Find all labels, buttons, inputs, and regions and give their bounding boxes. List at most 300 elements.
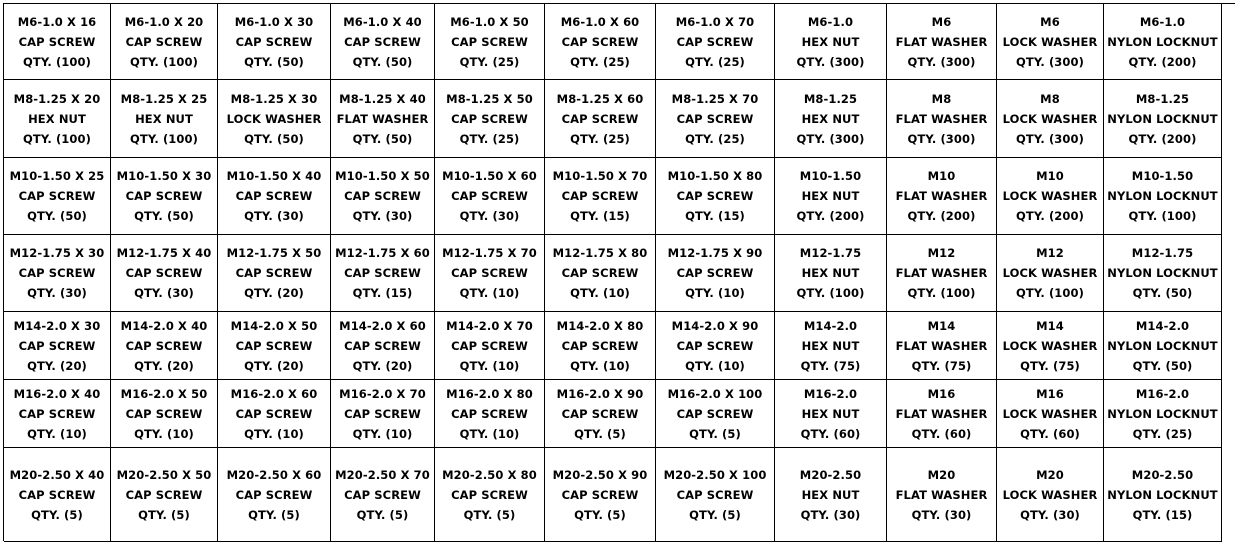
fastener-quantity: QTY. (25): [685, 54, 745, 69]
fastener-quantity: QTY. (50): [352, 131, 413, 146]
fastener-size: M6-1.0 X 70: [675, 14, 755, 29]
fastener-type: CAP SCREW: [235, 338, 313, 353]
fastener-quantity: QTY. (75): [1020, 358, 1080, 373]
fastener-quantity: QTY. (30): [459, 209, 520, 223]
fastener-type: CAP SCREW: [451, 189, 528, 203]
fastener-quantity: QTY. (200): [1016, 209, 1084, 223]
fastener-type: HEX NUT: [801, 266, 860, 280]
fastener-size: M8-1.25 X 60: [556, 91, 644, 106]
fastener-label-cell: [4, 4, 111, 80]
fastener-label-cell: [435, 380, 545, 448]
fastener-size: M12-1.75 X 40: [116, 246, 212, 260]
fastener-quantity: QTY. (75): [800, 358, 861, 373]
fastener-label-cell: [887, 448, 997, 542]
fastener-size: M8-1.25 X 20: [13, 91, 101, 106]
fastener-type: CAP SCREW: [344, 338, 421, 353]
fastener-size: M8: [1040, 91, 1060, 106]
fastener-label-cell: [545, 4, 656, 80]
fastener-quantity: QTY. (60): [800, 426, 861, 441]
fastener-type: CAP SCREW: [125, 266, 203, 280]
fastener-quantity: QTY. (100): [23, 131, 91, 146]
fastener-quantity: QTY. (5): [689, 426, 741, 441]
fastener-type: HEX NUT: [801, 338, 860, 353]
fastener-quantity: QTY. (300): [796, 131, 865, 146]
fastener-quantity: QTY. (5): [248, 507, 300, 522]
fastener-size: M8-1.25 X 30: [230, 91, 318, 106]
fastener-size: M16-2.0 X 70: [339, 386, 426, 401]
fastener-label-cell: [656, 80, 775, 158]
fastener-size: M10-1.50 X 40: [226, 169, 322, 183]
fastener-size: M8-1.25 X 25: [120, 91, 208, 106]
fastener-label-cell: [775, 80, 887, 158]
fastener-quantity: QTY. (5): [138, 507, 190, 522]
fastener-size: M10-1.50 X 60: [442, 169, 537, 183]
fastener-quantity: QTY. (20): [134, 358, 194, 373]
fastener-type: CAP SCREW: [451, 111, 528, 126]
fastener-type: NYLON LOCKNUT: [1107, 338, 1218, 353]
fastener-quantity: QTY. (30): [352, 209, 413, 223]
fastener-size: M20-2.50 X 100: [663, 467, 767, 482]
fastener-size: M14-2.0 X 30: [13, 318, 101, 333]
fastener-type: CAP SCREW: [125, 487, 203, 502]
fastener-quantity: QTY. (5): [31, 507, 83, 522]
fastener-type: CAP SCREW: [235, 487, 313, 502]
fastener-label-cell: [4, 158, 111, 235]
fastener-size: M8-1.25 X 50: [446, 91, 533, 106]
fastener-quantity: QTY. (50): [27, 209, 87, 223]
fastener-label-cell: [218, 235, 331, 312]
fastener-label-cell: [1104, 235, 1222, 312]
fastener-type: CAP SCREW: [451, 487, 528, 502]
fastener-label-cell: [111, 235, 218, 312]
fastener-label-cell: [331, 158, 435, 235]
fastener-quantity: QTY. (75): [911, 358, 972, 373]
fastener-quantity: QTY. (10): [459, 426, 520, 441]
fastener-size: M20-2.50: [799, 467, 862, 482]
fastener-label-cell: [887, 80, 997, 158]
fastener-quantity: QTY. (50): [244, 131, 304, 146]
fastener-label-cell: [4, 380, 111, 448]
fastener-size: M6-1.0: [807, 14, 854, 29]
fastener-type: CAP SCREW: [235, 189, 313, 203]
fastener-label-cell: [435, 4, 545, 80]
fastener-type: CAP SCREW: [561, 406, 639, 421]
fastener-size: M10-1.50 X 80: [667, 169, 763, 183]
fastener-size: M14: [1036, 318, 1064, 333]
fastener-quantity: QTY. (100): [130, 54, 198, 69]
fastener-type: CAP SCREW: [561, 111, 639, 126]
fastener-type: CAP SCREW: [676, 111, 754, 126]
fastener-type: LOCK WASHER: [1002, 189, 1098, 203]
fastener-label-cell: [218, 4, 331, 80]
fastener-type: HEX NUT: [801, 406, 860, 421]
fastener-type: NYLON LOCKNUT: [1107, 111, 1218, 126]
fastener-type: CAP SCREW: [125, 338, 203, 353]
fastener-quantity: QTY. (10): [685, 286, 745, 300]
fastener-quantity: QTY. (5): [463, 507, 516, 522]
fastener-type: CAP SCREW: [561, 487, 639, 502]
fastener-label-cell: [1104, 4, 1222, 80]
fastener-quantity: QTY. (20): [244, 286, 304, 300]
fastener-type: CAP SCREW: [561, 266, 639, 280]
fastener-size: M16-2.0 X 40: [13, 386, 101, 401]
fastener-label-cell: [331, 235, 435, 312]
fastener-label-cell: [331, 4, 435, 80]
fastener-size: M12-1.75 X 70: [442, 246, 537, 260]
fastener-quantity: QTY. (25): [459, 54, 520, 69]
fastener-quantity: QTY. (5): [574, 507, 626, 522]
fastener-size: M16: [927, 386, 956, 401]
fastener-type: FLAT WASHER: [895, 487, 988, 502]
fastener-size: M16-2.0: [803, 386, 858, 401]
fastener-label-cell: [218, 158, 331, 235]
fastener-type: CAP SCREW: [451, 34, 528, 49]
fastener-type: CAP SCREW: [125, 406, 203, 421]
fastener-type: LOCK WASHER: [226, 111, 322, 126]
fastener-label-cell: [997, 380, 1104, 448]
fastener-quantity: QTY. (300): [907, 54, 976, 69]
fastener-type: CAP SCREW: [18, 338, 96, 353]
fastener-quantity: QTY. (5): [689, 507, 741, 522]
fastener-type: CAP SCREW: [676, 189, 754, 203]
fastener-quantity: QTY. (200): [1128, 54, 1197, 69]
fastener-type: HEX NUT: [135, 111, 193, 126]
fastener-type: FLAT WASHER: [895, 338, 988, 353]
fastener-type: FLAT WASHER: [895, 266, 988, 280]
fastener-quantity: QTY. (30): [911, 507, 972, 522]
fastener-type: CAP SCREW: [451, 406, 528, 421]
fastener-quantity: QTY. (300): [1016, 54, 1084, 69]
fastener-quantity: QTY. (20): [27, 358, 87, 373]
fastener-label-cell: [111, 380, 218, 448]
fastener-size: M20-2.50 X 80: [442, 467, 537, 482]
fastener-size: M20-2.50 X 90: [552, 467, 648, 482]
fastener-label-cell: [656, 235, 775, 312]
fastener-type: CAP SCREW: [125, 34, 203, 49]
fastener-size: M16-2.0 X 100: [667, 386, 763, 401]
fastener-quantity: QTY. (10): [570, 286, 630, 300]
fastener-size: M16-2.0 X 90: [556, 386, 644, 401]
fastener-type: CAP SCREW: [676, 406, 754, 421]
fastener-label-cell: [435, 158, 545, 235]
fastener-type: CAP SCREW: [451, 338, 528, 353]
fastener-type: HEX NUT: [801, 34, 860, 49]
fastener-size: M20-2.50 X 50: [116, 467, 212, 482]
fastener-quantity: QTY. (10): [352, 426, 413, 441]
fastener-size: M6-1.0: [1139, 14, 1186, 29]
fastener-quantity: QTY. (60): [911, 426, 972, 441]
fastener-quantity: QTY. (200): [796, 209, 865, 223]
fastener-label-cell: [887, 380, 997, 448]
fastener-quantity: QTY. (50): [1132, 358, 1193, 373]
fastener-size: M6-1.0 X 50: [450, 14, 529, 29]
fastener-size: M12-1.75: [1131, 246, 1194, 260]
fastener-size: M10-1.50: [799, 169, 862, 183]
fastener-size: M6: [931, 14, 952, 29]
fastener-label-cell: [545, 235, 656, 312]
fastener-label-cell: [545, 448, 656, 542]
fastener-size: M14-2.0 X 50: [230, 318, 318, 333]
fastener-size: M8-1.25: [1135, 91, 1190, 106]
fastener-size: M14: [927, 318, 956, 333]
fastener-label-cell: [331, 80, 435, 158]
fastener-type: CAP SCREW: [561, 34, 639, 49]
fastener-type: CAP SCREW: [344, 406, 421, 421]
fastener-label-cell: [1104, 312, 1222, 380]
fastener-quantity: QTY. (25): [570, 54, 630, 69]
fastener-type: CAP SCREW: [561, 338, 639, 353]
fastener-size: M10-1.50 X 30: [116, 169, 212, 183]
fastener-label-cell: [887, 4, 997, 80]
fastener-type: LOCK WASHER: [1002, 266, 1098, 280]
fastener-size: M10: [1036, 169, 1064, 183]
fastener-size: M12-1.75 X 90: [667, 246, 763, 260]
fastener-type: NYLON LOCKNUT: [1107, 487, 1218, 502]
fastener-label-cell: [4, 235, 111, 312]
fastener-type: LOCK WASHER: [1002, 338, 1098, 353]
fastener-type: CAP SCREW: [125, 189, 203, 203]
fastener-size: M12-1.75 X 30: [9, 246, 105, 260]
fastener-size: M6-1.0 X 20: [124, 14, 204, 29]
fastener-label-cell: [331, 448, 435, 542]
fastener-type: HEX NUT: [801, 189, 860, 203]
fastener-quantity: QTY. (25): [570, 131, 630, 146]
fastener-quantity: QTY. (20): [352, 358, 413, 373]
fastener-label-cell: [218, 80, 331, 158]
fastener-label-cell: [656, 312, 775, 380]
fastener-type: HEX NUT: [801, 487, 860, 502]
fastener-label-cell: [775, 4, 887, 80]
fastener-type: LOCK WASHER: [1002, 34, 1098, 49]
fastener-label-cell: [887, 235, 997, 312]
fastener-type: NYLON LOCKNUT: [1107, 189, 1218, 203]
fastener-size: M6-1.0 X 40: [343, 14, 422, 29]
fastener-type: CAP SCREW: [451, 266, 528, 280]
fastener-quantity: QTY. (100): [796, 286, 865, 300]
fastener-label-cell: [656, 380, 775, 448]
fastener-size: M20-2.50 X 60: [226, 467, 322, 482]
fastener-size: M12: [927, 246, 956, 260]
fastener-type: CAP SCREW: [676, 487, 754, 502]
fastener-quantity: QTY. (50): [1132, 286, 1193, 300]
fastener-label-cell: [1104, 158, 1222, 235]
fastener-size: M10: [927, 169, 956, 183]
fastener-quantity: QTY. (30): [134, 286, 194, 300]
fastener-type: CAP SCREW: [561, 189, 639, 203]
fastener-type: CAP SCREW: [676, 34, 754, 49]
fastener-type: CAP SCREW: [18, 189, 96, 203]
fastener-type: FLAT WASHER: [895, 34, 988, 49]
fastener-quantity: QTY. (100): [23, 54, 91, 69]
fastener-quantity: QTY. (30): [27, 286, 87, 300]
fastener-label-cell: [656, 4, 775, 80]
fastener-label-cell: [435, 448, 545, 542]
fastener-quantity: QTY. (100): [1128, 209, 1197, 223]
fastener-type: LOCK WASHER: [1002, 111, 1098, 126]
fastener-quantity: QTY. (100): [1016, 286, 1084, 300]
fastener-label-cell: [1104, 448, 1222, 542]
fastener-quantity: QTY. (15): [352, 286, 413, 300]
fastener-label-cell: [435, 235, 545, 312]
fastener-quantity: QTY. (30): [244, 209, 304, 223]
fastener-type: CAP SCREW: [676, 266, 754, 280]
fastener-quantity: QTY. (15): [1132, 507, 1193, 522]
fastener-label-cell: [887, 158, 997, 235]
fastener-size: M14-2.0 X 80: [556, 318, 644, 333]
fastener-type: CAP SCREW: [344, 487, 421, 502]
fastener-label-cell: [656, 158, 775, 235]
fastener-label-cell: [656, 448, 775, 542]
fastener-size: M14-2.0: [803, 318, 858, 333]
fastener-label-cell: [545, 80, 656, 158]
fastener-size: M10-1.50 X 70: [552, 169, 648, 183]
fastener-quantity: QTY. (25): [1132, 426, 1193, 441]
fastener-type: FLAT WASHER: [895, 189, 988, 203]
fastener-quantity: QTY. (30): [800, 507, 861, 522]
fastener-type: CAP SCREW: [18, 34, 96, 49]
fastener-type: LOCK WASHER: [1002, 406, 1098, 421]
fastener-quantity: QTY. (300): [796, 54, 865, 69]
fastener-quantity: QTY. (5): [356, 507, 409, 522]
fastener-label-cell: [218, 380, 331, 448]
fastener-size: M14-2.0 X 90: [671, 318, 759, 333]
fastener-label-cell: [545, 312, 656, 380]
fastener-type: CAP SCREW: [18, 487, 96, 502]
fastener-size: M20: [1036, 467, 1064, 482]
fastener-size: M12-1.75: [799, 246, 862, 260]
fastener-label-cell: [111, 80, 218, 158]
fastener-label-cell: [111, 158, 218, 235]
fastener-size: M20-2.50 X 70: [335, 467, 430, 482]
fastener-size: M6-1.0 X 60: [560, 14, 640, 29]
fastener-size: M8-1.25 X 40: [339, 91, 426, 106]
fastener-quantity: QTY. (200): [907, 209, 976, 223]
fastener-label-cell: [997, 158, 1104, 235]
fastener-size: M6-1.0 X 16: [17, 14, 97, 29]
fastener-quantity: QTY. (10): [685, 358, 745, 373]
fastener-quantity: QTY. (200): [1128, 131, 1197, 146]
fastener-quantity: QTY. (5): [574, 426, 626, 441]
fastener-type: CAP SCREW: [344, 34, 421, 49]
fastener-label-cell: [775, 448, 887, 542]
fastener-type: FLAT WASHER: [895, 406, 988, 421]
fastener-quantity: QTY. (300): [907, 131, 976, 146]
fastener-label-cell: [545, 158, 656, 235]
fastener-label-grid: [3, 3, 1235, 541]
fastener-type: HEX NUT: [28, 111, 86, 126]
fastener-label-cell: [331, 380, 435, 448]
fastener-type: CAP SCREW: [18, 406, 96, 421]
fastener-quantity: QTY. (15): [570, 209, 630, 223]
fastener-type: CAP SCREW: [676, 338, 754, 353]
fastener-type: LOCK WASHER: [1002, 487, 1098, 502]
fastener-quantity: QTY. (10): [459, 358, 520, 373]
fastener-size: M14-2.0 X 40: [120, 318, 208, 333]
fastener-quantity: QTY. (30): [1020, 507, 1080, 522]
fastener-quantity: QTY. (20): [244, 358, 304, 373]
fastener-size: M6: [1040, 14, 1060, 29]
fastener-size: M20-2.50 X 40: [9, 467, 105, 482]
fastener-label-cell: [775, 158, 887, 235]
fastener-type: NYLON LOCKNUT: [1107, 34, 1218, 49]
fastener-size: M14-2.0: [1135, 318, 1190, 333]
fastener-label-cell: [111, 448, 218, 542]
fastener-size: M12-1.75 X 60: [335, 246, 430, 260]
fastener-label-cell: [1104, 380, 1222, 448]
fastener-quantity: QTY. (50): [352, 54, 413, 69]
fastener-type: CAP SCREW: [344, 189, 421, 203]
fastener-label-cell: [218, 448, 331, 542]
fastener-label-cell: [435, 80, 545, 158]
fastener-quantity: QTY. (25): [685, 131, 745, 146]
fastener-label-cell: [111, 312, 218, 380]
fastener-label-cell: [4, 80, 111, 158]
fastener-quantity: QTY. (50): [244, 54, 304, 69]
fastener-label-cell: [775, 380, 887, 448]
fastener-size: M16-2.0 X 60: [230, 386, 318, 401]
fastener-label-cell: [331, 312, 435, 380]
fastener-label-cell: [111, 4, 218, 80]
fastener-size: M10-1.50: [1131, 169, 1194, 183]
fastener-size: M10-1.50 X 25: [9, 169, 105, 183]
fastener-type: CAP SCREW: [235, 266, 313, 280]
fastener-type: FLAT WASHER: [336, 111, 429, 126]
fastener-type: CAP SCREW: [344, 266, 421, 280]
fastener-label-cell: [218, 312, 331, 380]
fastener-quantity: QTY. (10): [134, 426, 194, 441]
fastener-label-cell: [435, 312, 545, 380]
fastener-label-cell: [997, 235, 1104, 312]
fastener-label-cell: [997, 4, 1104, 80]
fastener-label-cell: [997, 312, 1104, 380]
fastener-size: M8-1.25: [803, 91, 858, 106]
fastener-quantity: QTY. (15): [685, 209, 745, 223]
fastener-size: M14-2.0 X 70: [446, 318, 533, 333]
fastener-size: M6-1.0 X 30: [234, 14, 314, 29]
fastener-label-cell: [775, 235, 887, 312]
fastener-quantity: QTY. (60): [1020, 426, 1080, 441]
fastener-size: M10-1.50 X 50: [335, 169, 430, 183]
fastener-size: M16: [1036, 386, 1064, 401]
fastener-size: M20: [927, 467, 956, 482]
fastener-quantity: QTY. (10): [244, 426, 304, 441]
fastener-label-cell: [4, 312, 111, 380]
fastener-size: M12: [1036, 246, 1064, 260]
fastener-quantity: QTY. (50): [134, 209, 194, 223]
fastener-label-cell: [1104, 80, 1222, 158]
fastener-type: CAP SCREW: [235, 406, 313, 421]
fastener-type: NYLON LOCKNUT: [1107, 406, 1218, 421]
fastener-size: M14-2.0 X 60: [339, 318, 426, 333]
fastener-type: HEX NUT: [801, 111, 860, 126]
fastener-quantity: QTY. (10): [459, 286, 520, 300]
fastener-label-cell: [4, 448, 111, 542]
fastener-type: FLAT WASHER: [895, 111, 988, 126]
fastener-size: M16-2.0: [1135, 386, 1190, 401]
fastener-label-cell: [775, 312, 887, 380]
fastener-size: M12-1.75 X 50: [226, 246, 322, 260]
fastener-type: CAP SCREW: [18, 266, 96, 280]
fastener-quantity: QTY. (10): [27, 426, 87, 441]
fastener-quantity: QTY. (100): [907, 286, 976, 300]
fastener-size: M12-1.75 X 80: [552, 246, 648, 260]
fastener-label-cell: [997, 80, 1104, 158]
fastener-size: M16-2.0 X 50: [120, 386, 208, 401]
fastener-label-cell: [997, 448, 1104, 542]
fastener-quantity: QTY. (300): [1016, 131, 1084, 146]
fastener-size: M8: [931, 91, 952, 106]
fastener-quantity: QTY. (10): [570, 358, 630, 373]
